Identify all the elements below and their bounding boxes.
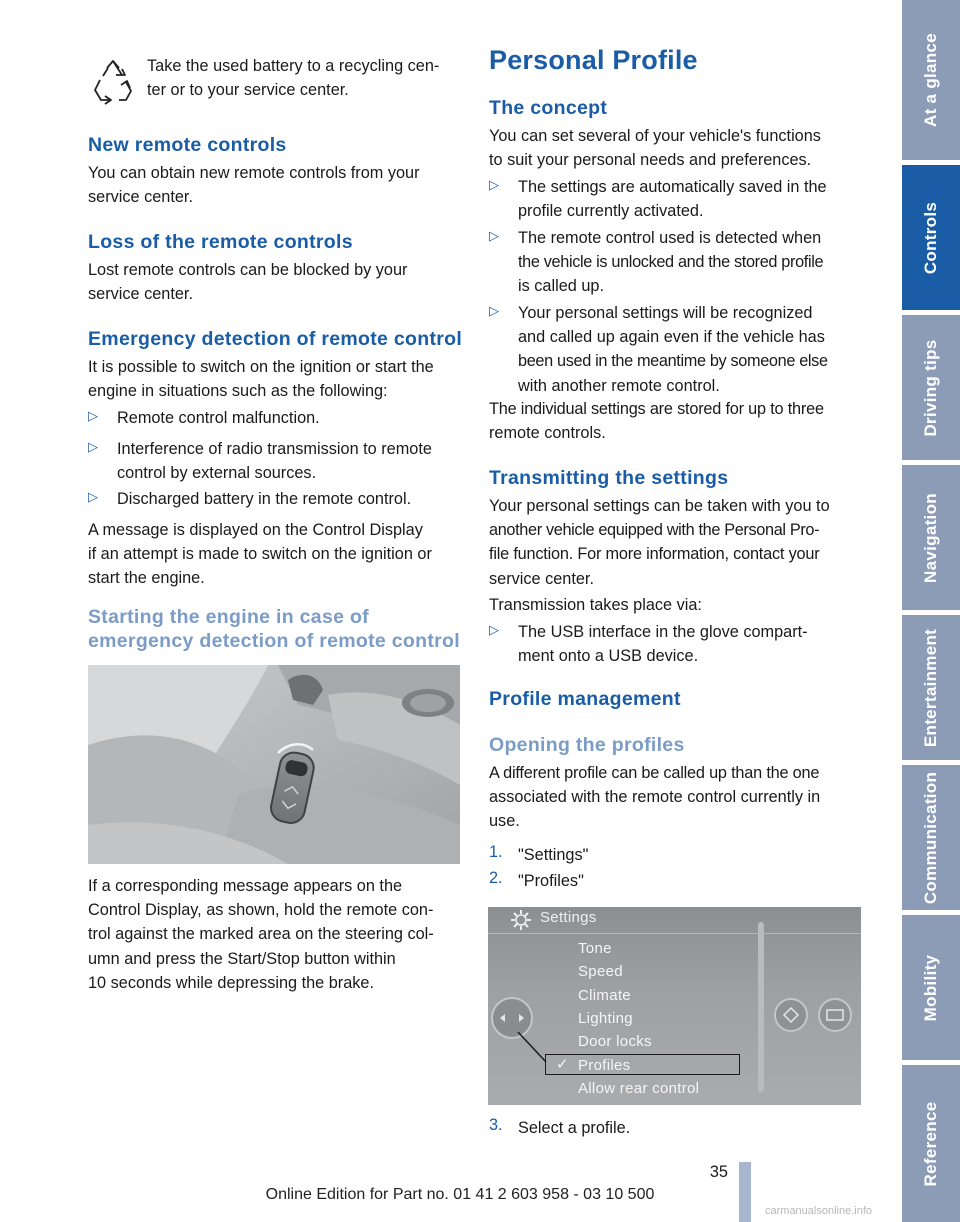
- page-marker-bar: [739, 1162, 751, 1222]
- tab-label: Mobility: [921, 954, 940, 1021]
- tab-label: Communication: [921, 771, 940, 904]
- step-text: Select a profile.: [518, 1119, 631, 1137]
- page-number: 35: [709, 1163, 728, 1181]
- text-line: The individual settings are stored for up to three: [489, 400, 824, 418]
- gear-icon: [510, 909, 532, 931]
- bullet-triangle-icon: ▷: [489, 622, 499, 637]
- text-line: start the engine.: [88, 569, 205, 588]
- text-line: If a corresponding message appears on the: [88, 877, 403, 895]
- starting-body: [88, 874, 468, 995]
- text-line: ter or to your service center.: [147, 81, 349, 100]
- heading-opening-profiles: Opening the profiles: [489, 734, 685, 756]
- tab-mobility[interactable]: [902, 915, 960, 1060]
- transmission-via: Transmission takes place via:: [489, 596, 702, 614]
- context-icons: [773, 997, 861, 1033]
- heading-transmitting: Transmitting the settings: [489, 467, 729, 489]
- emergency-body: [88, 355, 462, 403]
- text-line: Remote control malfunction.: [117, 409, 320, 427]
- controller-indicator: [488, 992, 558, 1072]
- text-line: remote controls.: [489, 424, 606, 443]
- text-line: profile currently activated.: [518, 202, 704, 221]
- heading-line: Starting the engine in case of: [88, 606, 369, 628]
- text-line: Interference of radio transmission to remote: [117, 440, 432, 458]
- tab-label: Driving tips: [921, 338, 940, 437]
- bullet-triangle-icon: ▷: [88, 439, 98, 454]
- tab-label: Navigation: [921, 492, 940, 583]
- concept-after: [489, 397, 869, 445]
- watermark: carmanualsonline.info: [765, 1205, 873, 1217]
- text-line: 10 seconds while depressing the brake.: [88, 973, 375, 992]
- text-line: is called up.: [518, 277, 604, 296]
- tab-controls[interactable]: [902, 165, 960, 310]
- menu-item-profiles[interactable]: Profiles: [578, 1057, 631, 1074]
- text-line: A message is displayed on the Control Display: [88, 521, 423, 539]
- screen-divider: [488, 933, 861, 934]
- text-line: Take the used battery to a recycling cen-: [147, 57, 440, 75]
- bullet-triangle-icon: ▷: [88, 408, 98, 423]
- text-line: associated with the remote control currently in: [489, 788, 821, 807]
- transmitting-body: [489, 494, 869, 591]
- heading-new-remote: New remote controls: [88, 134, 287, 156]
- page-title: Personal Profile: [489, 45, 698, 75]
- emergency-after: [88, 518, 468, 591]
- concept-body: [489, 124, 862, 172]
- heading-concept: The concept: [489, 97, 608, 119]
- tab-communication[interactable]: [902, 765, 960, 910]
- steering-column-illustration: [88, 665, 460, 864]
- text-line: file function. For more information, contact your: [489, 545, 820, 564]
- text-line: The USB interface in the glove compart-: [518, 623, 808, 641]
- control-display-settings-screen: [488, 907, 861, 1105]
- heading-line: emergency detection of remote control: [88, 630, 460, 652]
- text-line: You can obtain new remote controls from your: [88, 164, 420, 182]
- menu-item-tone[interactable]: Tone: [578, 940, 612, 957]
- tab-label: At a glance: [921, 33, 940, 127]
- footer-edition: Online Edition for Part no. 01 41 2 603 958 - 03 10 500: [265, 1186, 655, 1203]
- new-remote-body: [88, 161, 462, 209]
- text-line: Your personal settings will be recognized: [518, 304, 813, 322]
- tab-label: Entertainment: [921, 628, 940, 747]
- text-line: service center.: [88, 285, 193, 304]
- step-number: 1.: [489, 843, 503, 861]
- recycle-icon: [91, 58, 135, 106]
- text-line: engine in situations such as the following:: [88, 382, 388, 401]
- text-line: the vehicle is unlocked and the stored profile: [518, 253, 824, 272]
- text-line: It is possible to switch on the ignition or start the: [88, 358, 434, 376]
- text-line: Your personal settings can be taken with you to: [489, 497, 830, 515]
- menu-item-climate[interactable]: Climate: [578, 987, 631, 1004]
- loss-body: [88, 258, 462, 306]
- step-number: 2.: [489, 869, 503, 887]
- bullet-triangle-icon: ▷: [88, 489, 98, 504]
- text-line: been used in the meantime by someone else: [518, 352, 828, 371]
- text-line: The remote control used is detected when: [518, 229, 822, 247]
- heading-profile-management: Profile management: [489, 688, 681, 710]
- menu-item-lighting[interactable]: Lighting: [578, 1010, 633, 1027]
- opening-body: [489, 761, 869, 834]
- text-line: use.: [489, 812, 520, 831]
- heading-loss: Loss of the remote controls: [88, 231, 353, 253]
- step-text: "Profiles": [518, 872, 584, 890]
- heading-starting: [88, 605, 468, 653]
- heading-emergency: Emergency detection of remote control: [88, 328, 463, 350]
- text-line: umn and press the Start/Stop button within: [88, 949, 396, 968]
- step-number: 3.: [489, 1116, 503, 1134]
- tab-navigation[interactable]: [902, 465, 960, 610]
- text-line: to suit your personal needs and preferences.: [489, 151, 812, 170]
- selection-highlight: [545, 1054, 740, 1075]
- text-line: control by external sources.: [117, 464, 317, 483]
- tab-label: Reference: [921, 1101, 940, 1186]
- scrollbar[interactable]: [758, 922, 764, 1092]
- text-line: and called up again even if the vehicle has: [518, 328, 825, 347]
- text-line: Lost remote controls can be blocked by your: [88, 261, 408, 279]
- bullet-triangle-icon: ▷: [489, 177, 499, 192]
- text-line: if an attempt is made to switch on the ignition or: [88, 545, 432, 564]
- checkmark-icon: ✓: [556, 1056, 569, 1073]
- tab-entertainment[interactable]: [902, 615, 960, 760]
- text-line: A different profile can be called up than the one: [489, 764, 820, 782]
- text-line: another vehicle equipped with the Personal Pro-: [489, 521, 820, 540]
- tab-at-a-glance[interactable]: [902, 0, 960, 160]
- text-line: You can set several of your vehicle's functions: [489, 127, 821, 145]
- text-line: with another remote control.: [518, 376, 720, 395]
- tab-label: Controls: [921, 201, 940, 274]
- tab-driving-tips[interactable]: [902, 315, 960, 460]
- recycle-note: [147, 54, 467, 102]
- text-line: service center.: [489, 569, 594, 588]
- chapter-tabs: [902, 0, 960, 1222]
- menu-item-allow-rear-control[interactable]: Allow rear control: [578, 1080, 700, 1097]
- text-line: The settings are automatically saved in the: [518, 178, 827, 196]
- text-line: Discharged battery in the remote control.: [117, 490, 412, 508]
- bullet-triangle-icon: ▷: [489, 228, 499, 243]
- menu-item-speed[interactable]: Speed: [578, 963, 623, 980]
- step-text: "Settings": [518, 846, 589, 864]
- tab-reference[interactable]: [902, 1065, 960, 1222]
- screen-title: Settings: [540, 909, 597, 926]
- text-line: Control Display, as shown, hold the remote con-: [88, 901, 434, 920]
- menu-item-door-locks[interactable]: Door locks: [578, 1033, 652, 1050]
- text-line: trol against the marked area on the steering col-: [88, 925, 434, 944]
- bullet-triangle-icon: ▷: [489, 303, 499, 318]
- steering-column-photo: [88, 665, 460, 864]
- text-line: ment onto a USB device.: [518, 647, 699, 666]
- text-line: service center.: [88, 188, 193, 207]
